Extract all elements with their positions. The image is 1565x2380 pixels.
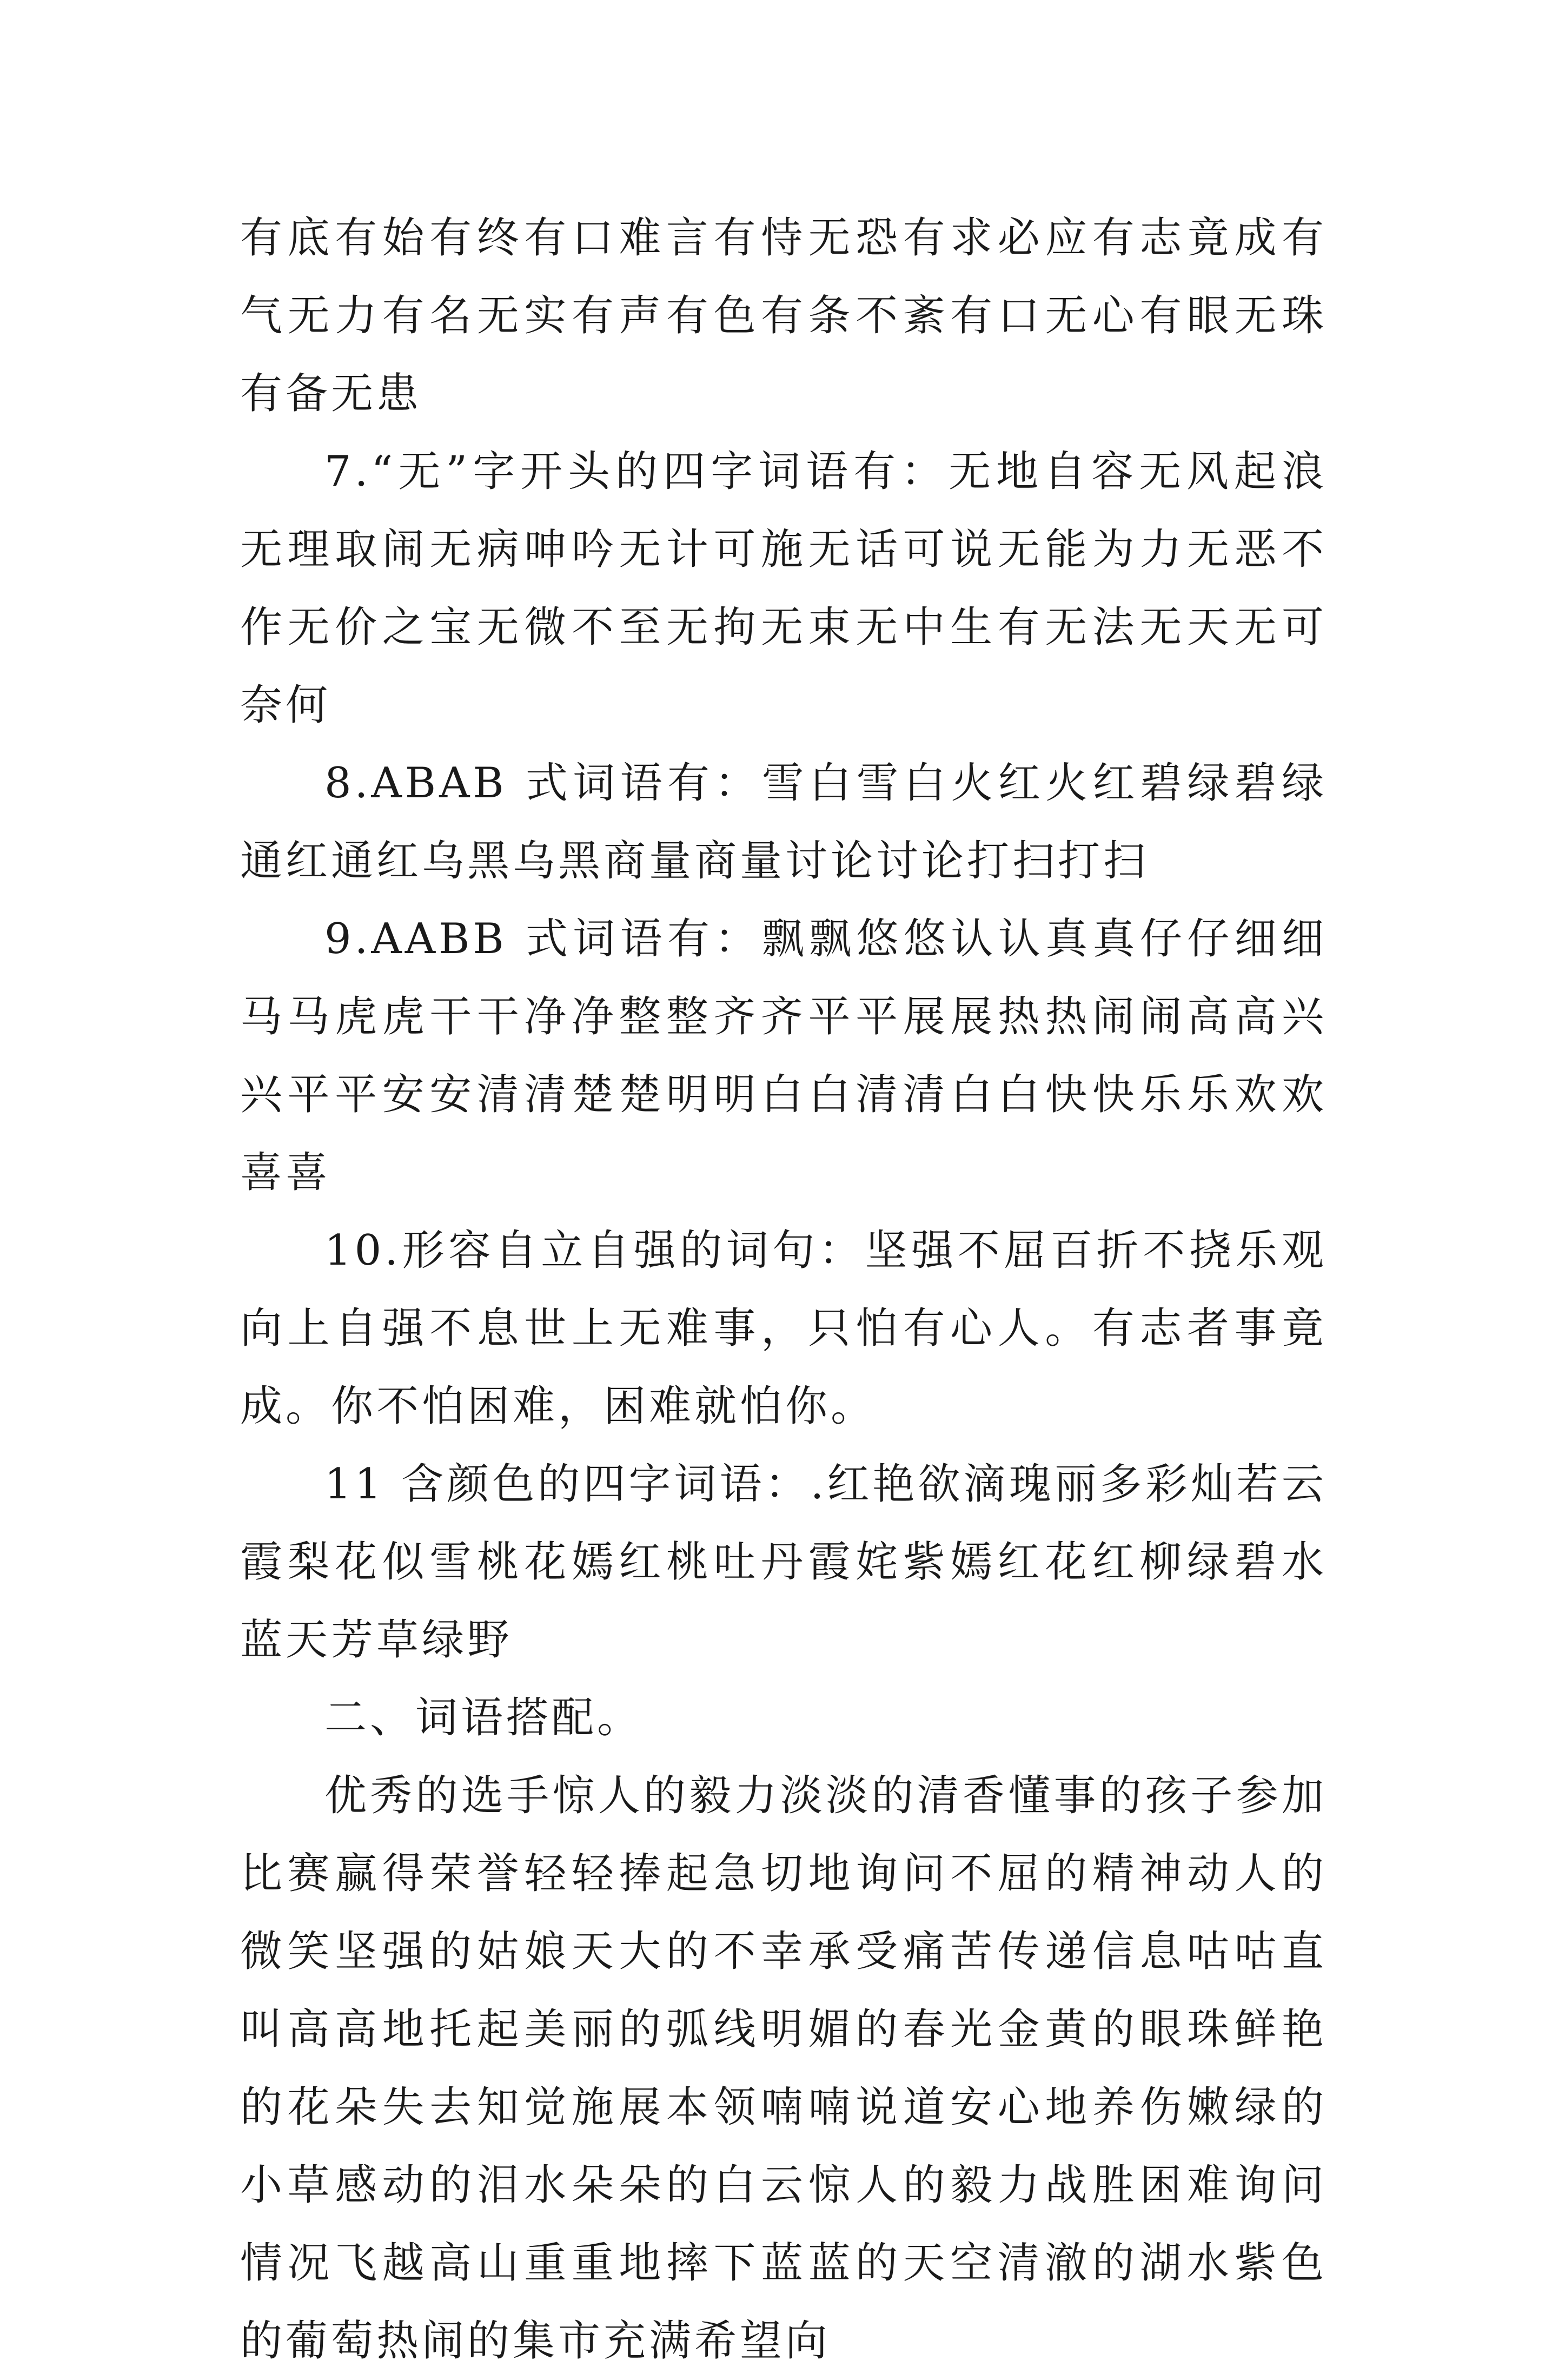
paragraph-11-color-idioms: 11 含颜色的四字词语：.红艳欲滴瑰丽多彩灿若云霞梨花似雪桃花嫣红桃吐丹霞姹紫嫣红花红柳绿碧水蓝天芳草绿野 [240, 1460, 1327, 1664]
paragraph-9-aabb-words: 9.AABB 式词语有：飘飘悠悠认认真真仔仔细细马马虎虎干干净净整整齐齐平平展展热热闹闹高高兴兴平平安安清清楚楚明明白白清清白白快快乐乐欢欢喜喜 [240, 915, 1327, 1197]
paragraph-collocations: 优秀的选手惊人的毅力淡淡的清香懂事的孩子参加比赛赢得荣誉轻轻捧起急切地询问不屈的精神动人的微笑坚强的姑娘天大的不幸承受痛苦传递信息咕咕直叫高高地托起美丽的弧线明媚的春光金黄的眼珠鲜艳的花朵失去知觉施展本领喃喃说道安心地养伤嫩绿的小草感动的泪水朵朵的白云惊人的毅力战胜困难询问情况飞越高山重重地摔下蓝蓝的天空清澈的湖水紫色的葡萄热闹的集市充满希望向 [240, 1771, 1327, 2365]
paragraph-8-abab-words: 8.ABAB 式词语有：雪白雪白火红火红碧绿碧绿通红通红乌黑乌黑商量商量讨论讨论打扫打扫 [240, 759, 1327, 885]
paragraph-10-self-reliance: 10.形容自立自强的词句：坚强不屈百折不挠乐观向上自强不息世上无难事，只怕有心人。有志者事竟成。你不怕困难，困难就怕你。 [240, 1226, 1327, 1431]
paragraph-you-idioms-continued: 有底有始有终有口难言有恃无恐有求必应有志竟成有气无力有名无实有声有色有条不紊有口无心有眼无珠有备无患 [240, 214, 1327, 418]
section-heading-collocation: 二、词语搭配。 [324, 1694, 643, 1742]
body-text [240, 199, 1327, 2380]
paragraph-7-wu-idioms: 7.“无”字开头的四字词语有：无地自容无风起浪无理取闹无病呻吟无计可施无话可说无能为力无恶不作无价之宝无微不至无拘无束无中生有无法无天无可奈何 [240, 447, 1327, 730]
